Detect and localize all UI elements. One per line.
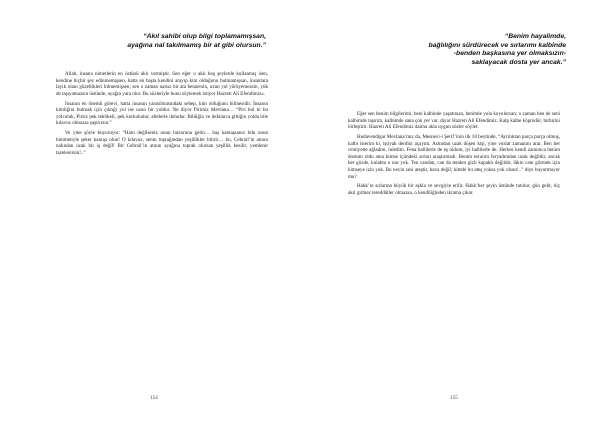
epigraph-line: bağlılığını sürdürecek ve sırlarımı kalbinde bbox=[428, 41, 566, 49]
paragraph: Hudavendigar Mevlana’mız da, Mesnevi-i Şerif’inin ilk 18 beytinde, “Ayrılıktan parça parça olmuş, kalbi isterim ki, iştiyak derdini açayım. Aslından uzak düşen kişi, yine vuslat zamanını arar. Ben her cemiyette ağladım, inledim. Fena hallilerle de eş oldum, iyi hallilerle de. Herkes kendi zannınca benim dostum oldu ama kimse içimdeki sırları araştırmadı. Benim esrarım feryadımdan uzak değildir, ancak her gözde, kulakta o nur yok. Ten candan, can da tenden gizli kapaklı değildir, lâkin canı görmek için kimseye izin yok. Bu neyin sesi ateştir, hava değil; kimde bu ateş yoksa yok olsun!..” diye buyurmuyor mu? bbox=[348, 133, 560, 180]
epigraph-line: saklayacak dosta yer ancak.” bbox=[471, 58, 566, 66]
right-page bbox=[300, 0, 600, 424]
epigraph-line: ayağına nal takılmamış bir at gibi olursun.” bbox=[127, 41, 266, 49]
right-page-number: 155 bbox=[450, 396, 458, 401]
paragraph: Eğer sen benim bilgilerimi, beni kalbinde yaşatırsan, benimle yola koyulursan; o zaman ben de seni kalbimde taşırım, kalbimde sana çok yer var, diyor Hazreti Ali Efendimiz. Kalp kalbe köprüdür, birbirini birleştirir. Hazreti Ali Efendimiz daima akla uygun sözler söyler. bbox=[348, 111, 560, 131]
right-body-text bbox=[348, 111, 560, 200]
epigraph-line: “Akıl sahibi olup bilgi toplamamışsan, bbox=[143, 33, 266, 40]
paragraph: Ve yine şöyle buyuruyor: “Hain değilseniz onun huzuruna gelin… baş kamaşsanız bile onun himmetiyle şeker kamışı olun! O kılavuz, senin toprağından yeşillikler bitirir… bu, Cebrail’in atının nalından uzak bir iş değil! Bir Cebrail’in atının ayağına toprak olursan yeşillik kesilir, yemlenir tazelenirsin!..” bbox=[56, 130, 268, 156]
left-page-number: 154 bbox=[150, 396, 158, 401]
paragraph: Hakk’ın sırlarına büyük bir aşkla ve sevgiyle erilir. Hakk’her şeyin üstünde tutulur, gün gelir, hiç akıl girmez tereddütler olmazsa, o kendiliğinden ikrama çıkar. bbox=[348, 183, 560, 196]
right-epigraph bbox=[429, 33, 567, 67]
left-body-text bbox=[56, 71, 268, 160]
paragraph: İnsanın en önemli görevi, hatta insanın yaratılmasındaki sebep, kim olduğunu bilmesidir. İnsanın kimliğini bulmak için çıktığı yol ise uzun bir yoldur. Ne diyor Pirimiz Mevlana… “Piri bul ki bu yolculuk, Pirsiz pek tehlikeli, pek korkuludur, afetlerle doludur. Bildiğin ve defalarca gittiğin yolda bile kılavuz olmazsa şaşırırsın.” bbox=[56, 100, 268, 127]
epigraph-line: “Benim hayalimde, bbox=[504, 33, 566, 40]
left-epigraph bbox=[127, 33, 266, 50]
paragraph: Allah, insana nimetlerin en üstünü aklı vermiştir. Sen eğer o aklı boş şeylerde kullanmış isen, kendine hiçbir şey edinmemişsen, hatta en başta kendini arayıp kim olduğunu bulmamışsan, insanlara layık olanı güzellikleri bilmemişsen; sen o zaman nalsız bir ata benzersin, uzun yol yürüyemezsin, yük de taşıyamazsın üstünde, ayağın yara olur. Bu sözleriyle bunu söylemek istiyor Hazreti Ali Efendimiz». bbox=[56, 71, 268, 97]
epigraph-line: -benden başkasına yer olmaksızın- bbox=[453, 50, 566, 58]
